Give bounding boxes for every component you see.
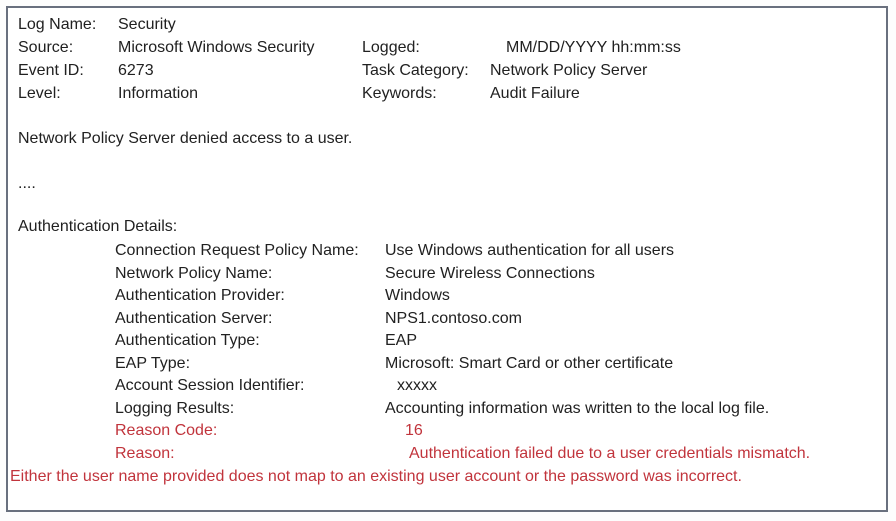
detail-row: [18, 330, 876, 353]
detail-field-label: Network Policy Name:: [115, 264, 273, 282]
detail-field-value: Use Windows authentication for all users: [385, 242, 675, 259]
detail-field-value: EAP: [385, 332, 418, 349]
header-field-label: [362, 13, 490, 36]
detail-row: [18, 308, 876, 331]
detail-field-value: Windows: [385, 287, 450, 304]
detail-field-label: Authentication Provider:: [115, 287, 285, 304]
header-row: [18, 82, 876, 105]
header-field-label: Source:: [18, 39, 74, 56]
reason-footer-text: Either the user name provided does not map to an existing user account or the password was incorrect.: [10, 468, 742, 485]
header-row: [18, 36, 876, 59]
auth-details-heading: Authentication Details:: [18, 218, 178, 235]
header-field-label: Task Category:: [362, 62, 469, 79]
detail-row: [18, 353, 876, 376]
auth-details-list: [18, 240, 876, 465]
event-description: Network Policy Server denied access to a user.: [18, 130, 353, 147]
header-field-value: Security: [118, 16, 176, 33]
detail-row: [18, 443, 876, 466]
header-field-label: Event ID:: [18, 62, 84, 79]
detail-field-label: Logging Results:: [115, 399, 235, 417]
header-field-label: Log Name:: [18, 16, 97, 33]
detail-field-value: Microsoft: Smart Card or other certificate: [385, 354, 674, 372]
detail-field-label: EAP Type:: [115, 354, 191, 372]
detail-row: [18, 263, 876, 286]
detail-field-label: Connection Request Policy Name:: [115, 242, 359, 259]
header-field-value: Microsoft Windows Security: [118, 39, 315, 56]
header-row: [18, 13, 876, 36]
detail-field-label: Account Session Identifier:: [115, 377, 305, 394]
detail-field-value: Authentication failed due to a user credentials mismatch.: [409, 444, 811, 462]
header-field-label: Keywords:: [362, 85, 437, 102]
header-field-label: Logged:: [362, 39, 420, 56]
header-field-value: [490, 13, 876, 36]
detail-field-label: Authentication Server:: [115, 309, 273, 327]
detail-field-value: xxxxx: [397, 377, 437, 394]
header-field-value: Audit Failure: [490, 85, 580, 102]
header-field-value: Network Policy Server: [490, 62, 648, 79]
detail-row: [18, 375, 876, 398]
detail-field-value: Secure Wireless Connections: [385, 264, 595, 282]
detail-field-label: Reason Code:: [115, 422, 218, 439]
event-header: [18, 13, 876, 105]
detail-row: [18, 240, 876, 263]
detail-field-value: Accounting information was written to the local log file.: [385, 399, 770, 417]
detail-row: [18, 285, 876, 308]
detail-field-value: 16: [405, 422, 423, 439]
detail-field-label: Authentication Type:: [115, 332, 260, 349]
ellipsis-text: ....: [18, 175, 36, 192]
detail-field-label: Reason:: [115, 444, 175, 462]
detail-row: [18, 420, 876, 443]
header-row: [18, 59, 876, 82]
header-field-value: MM/DD/YYYY hh:mm:ss: [506, 39, 681, 56]
header-field-value: 6273: [118, 62, 154, 79]
event-log-panel: [6, 6, 888, 512]
header-field-label: Level:: [18, 85, 61, 102]
detail-field-value: NPS1.contoso.com: [385, 309, 522, 327]
header-field-value: Information: [118, 85, 199, 102]
detail-row: [18, 398, 876, 421]
